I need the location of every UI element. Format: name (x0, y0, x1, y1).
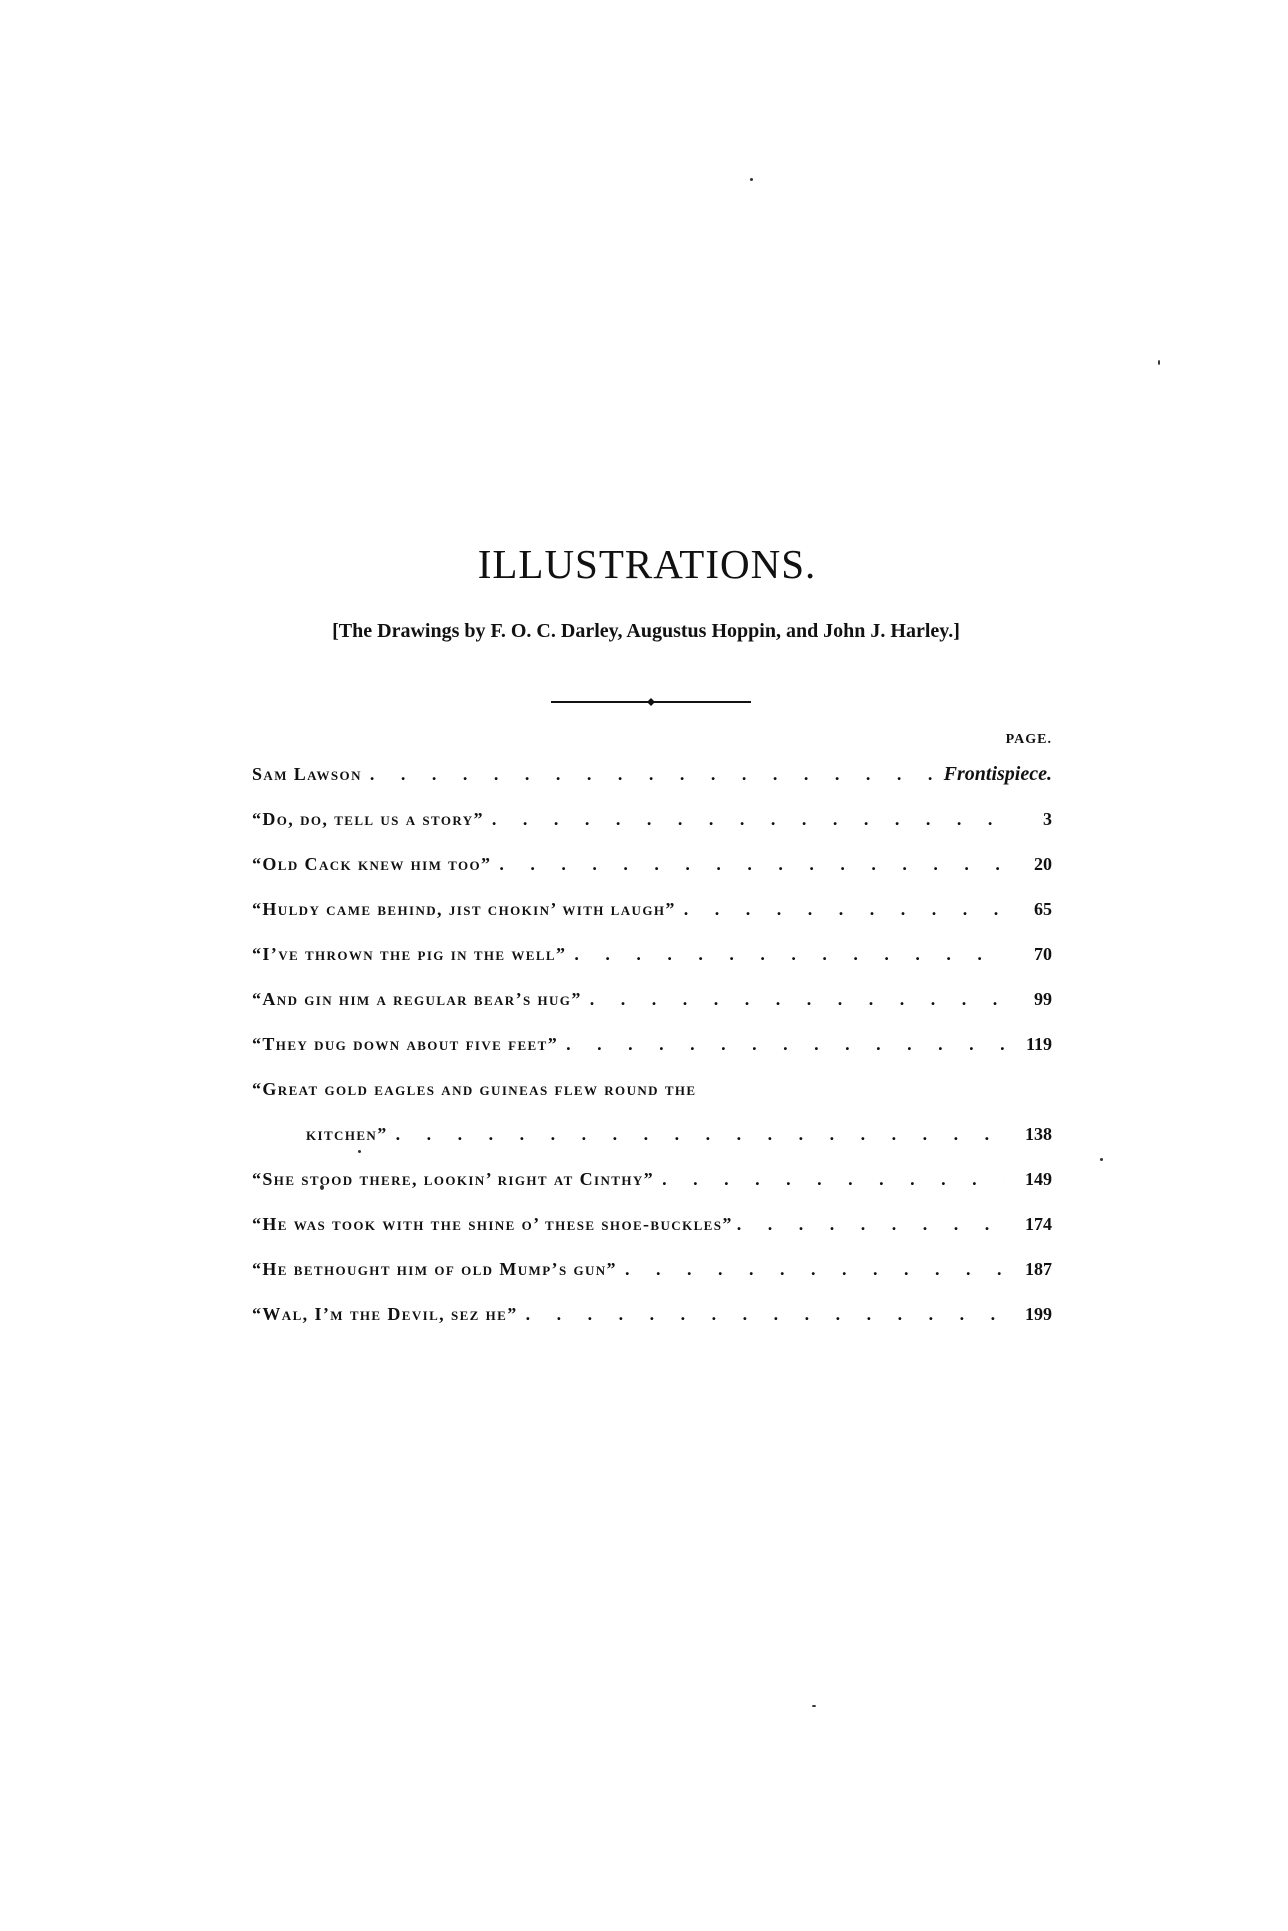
ink-speck (812, 1705, 816, 1707)
ink-speck (750, 178, 753, 181)
list-item (252, 932, 1052, 977)
entry-label: “Great gold eagles and guineas flew round the (252, 1079, 697, 1099)
entry-page: 174 (1025, 1214, 1052, 1234)
entry-page: 149 (1025, 1169, 1052, 1189)
entry-page: 199 (1025, 1304, 1052, 1324)
entry-label: “Do, do, tell us a story” (252, 809, 484, 829)
dot-leader (526, 1292, 1004, 1337)
dot-leader (370, 752, 936, 797)
page-subtitle: [The Drawings by F. O. C. Darley, Augustus Hoppin, and John J. Harley.] (332, 620, 960, 642)
entry-label: “He bethought him of old Mump’s gun” (252, 1259, 617, 1279)
dot-leader (574, 932, 1004, 977)
entry-page: 138 (1025, 1124, 1052, 1144)
entry-label: “Wal, I’m the Devil, sez he” (252, 1304, 518, 1324)
dot-leader (566, 1022, 1004, 1067)
entry-label: “And gin him a regular bear’s hug” (252, 989, 582, 1009)
list-item (252, 1202, 1052, 1247)
entry-label: Sam Lawson (252, 764, 362, 784)
entry-page: 70 (1034, 944, 1052, 964)
list-item (252, 887, 1052, 932)
entry-page: 3 (1043, 809, 1052, 829)
page-title: ILLUSTRATIONS. (477, 541, 817, 587)
page-column-header: PAGE. (1005, 732, 1052, 747)
divider-ornament (551, 697, 751, 707)
list-item (252, 1022, 1052, 1067)
list-item (252, 842, 1052, 887)
list-item (252, 1157, 1052, 1202)
dot-leader (737, 1202, 1008, 1247)
dot-leader (625, 1247, 1004, 1292)
entry-page: 65 (1034, 899, 1052, 919)
dot-leader (684, 887, 1004, 932)
list-item (252, 1292, 1052, 1337)
dot-leader (492, 797, 1004, 842)
dot-leader (662, 1157, 1004, 1202)
ink-speck (1158, 360, 1160, 365)
entry-page: 119 (1025, 1034, 1052, 1054)
entry-label: “She stood there, lookin’ right at Cinthy” (252, 1169, 655, 1189)
dot-leader (590, 977, 1004, 1022)
dot-leader (499, 842, 1004, 887)
illustration-list (252, 752, 1052, 1337)
list-item (252, 977, 1052, 1022)
ink-speck (1100, 1158, 1103, 1161)
list-item (252, 797, 1052, 842)
list-item (252, 1067, 1052, 1112)
entry-label: “Old Cack knew him too” (252, 854, 492, 874)
entry-page: Frontispiece. (943, 763, 1052, 785)
list-item (252, 1247, 1052, 1292)
entry-label: “He was took with the shine o’ these shoe-buckles” (252, 1214, 733, 1234)
list-item (252, 1112, 1052, 1157)
entry-label: kitchen” (306, 1124, 388, 1144)
list-item (252, 752, 1052, 797)
entry-label: “They dug down about five feet” (252, 1034, 559, 1054)
entry-page: 187 (1025, 1259, 1052, 1279)
entry-label: “Huldy came behind, jist chokin’ with laugh” (252, 899, 676, 919)
entry-page: 99 (1034, 989, 1052, 1009)
entry-page: 20 (1034, 854, 1052, 874)
entry-label: “I’ve thrown the pig in the well” (252, 944, 567, 964)
dot-leader (396, 1112, 1004, 1157)
